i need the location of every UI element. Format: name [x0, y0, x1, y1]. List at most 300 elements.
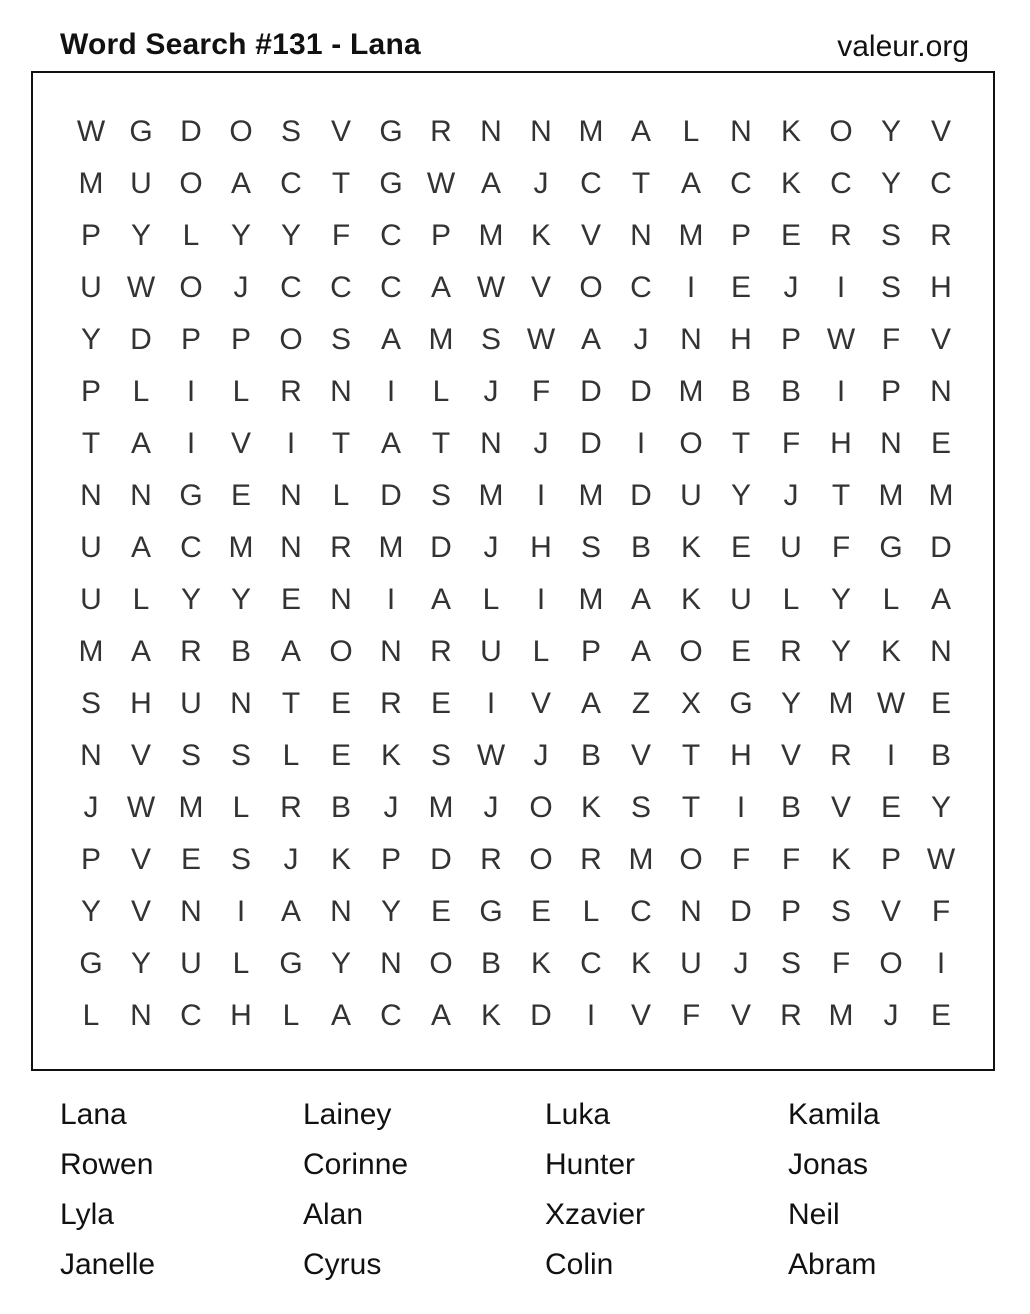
grid-letter: E: [930, 687, 951, 720]
grid-letter: R: [480, 843, 502, 876]
grid-letter: C: [830, 167, 852, 200]
grid-letter: E: [280, 583, 301, 616]
grid-letter: A: [380, 323, 401, 356]
grid-letter: S: [880, 219, 901, 252]
grid-letter: E: [430, 895, 451, 928]
grid-letter: P: [780, 323, 801, 356]
word-list-item: Luka: [545, 1098, 611, 1131]
grid-letter: T: [681, 791, 701, 824]
grid-letter: D: [580, 375, 602, 408]
grid-letter: A: [130, 635, 151, 668]
grid-letter: X: [680, 687, 701, 720]
grid-letter: S: [630, 791, 651, 824]
grid-letter: H: [930, 271, 952, 304]
grid-letter: H: [230, 999, 252, 1032]
grid-letter: C: [180, 531, 202, 564]
grid-letter: I: [686, 271, 696, 304]
grid-letter: C: [730, 167, 752, 200]
grid-letter: T: [331, 427, 351, 460]
grid-letter: K: [680, 583, 701, 616]
grid-letter: H: [730, 739, 752, 772]
grid-letter: S: [830, 895, 851, 928]
word-list-item: Janelle: [60, 1248, 156, 1281]
grid-letter: P: [80, 375, 101, 408]
grid-letter: M: [478, 479, 504, 512]
grid-letter: F: [831, 947, 851, 980]
grid-letter: F: [781, 427, 801, 460]
grid-letter: M: [478, 219, 504, 252]
grid-letter: N: [230, 687, 252, 720]
grid-letter: L: [282, 739, 300, 772]
grid-letter: E: [530, 895, 551, 928]
grid-letter: W: [926, 843, 956, 876]
grid-letter: R: [330, 531, 352, 564]
grid-letter: M: [928, 479, 954, 512]
grid-letter: Y: [730, 479, 751, 512]
grid-letter: N: [630, 219, 652, 252]
grid-letter: M: [378, 531, 404, 564]
grid-letter: B: [630, 531, 651, 564]
grid-letter: R: [780, 635, 802, 668]
grid-letter: L: [232, 947, 250, 980]
grid-letter: Y: [130, 947, 151, 980]
grid-letter: C: [380, 271, 402, 304]
grid-letter: A: [930, 583, 951, 616]
grid-letter: J: [483, 375, 499, 408]
grid-letter: I: [936, 947, 946, 980]
grid-letter: P: [380, 843, 401, 876]
grid-letter: J: [783, 271, 799, 304]
grid-letter: F: [531, 375, 551, 408]
grid-letter: L: [482, 583, 500, 616]
grid-letter: T: [631, 167, 651, 200]
site-name: valeur.org: [837, 30, 969, 63]
grid-letter: W: [876, 687, 906, 720]
grid-letter: D: [580, 427, 602, 460]
grid-letter: E: [180, 843, 201, 876]
grid-letter: I: [186, 427, 196, 460]
grid-letter: R: [430, 115, 452, 148]
grid-letter: M: [78, 635, 104, 668]
grid-letter: N: [330, 895, 352, 928]
grid-letter: L: [132, 375, 150, 408]
grid-letter: A: [680, 167, 701, 200]
page-title: Word Search #131 - Lana: [60, 28, 421, 61]
grid-letter: I: [586, 999, 596, 1032]
grid-letter: S: [580, 531, 601, 564]
grid-letter: N: [380, 635, 402, 668]
grid-letter: G: [379, 167, 403, 200]
grid-letter: S: [80, 687, 101, 720]
grid-letter: J: [83, 791, 99, 824]
grid-letter: H: [130, 687, 152, 720]
grid-letter: Y: [830, 635, 851, 668]
grid-letter: E: [880, 791, 901, 824]
grid-letter: S: [880, 271, 901, 304]
grid-letter: U: [180, 687, 202, 720]
grid-letter: R: [430, 635, 452, 668]
grid-letter: K: [830, 843, 851, 876]
grid-letter: I: [236, 895, 246, 928]
grid-letter: I: [836, 375, 846, 408]
grid-letter: Z: [631, 687, 651, 720]
grid-letter: B: [780, 375, 801, 408]
grid-letter: M: [228, 531, 254, 564]
grid-letter: V: [230, 427, 251, 460]
grid-letter: M: [828, 687, 854, 720]
grid-letter: U: [80, 531, 102, 564]
word-list-item: Abram: [788, 1248, 877, 1281]
grid-letter: O: [429, 947, 453, 980]
grid-letter: L: [82, 999, 100, 1032]
grid-letter: P: [780, 895, 801, 928]
grid-letter: V: [130, 895, 151, 928]
grid-letter: C: [330, 271, 352, 304]
grid-letter: J: [783, 479, 799, 512]
grid-letter: O: [579, 271, 603, 304]
grid-letter: F: [881, 323, 901, 356]
grid-letter: B: [480, 947, 501, 980]
grid-letter: W: [476, 739, 506, 772]
grid-letter: N: [330, 375, 352, 408]
grid-letter: Y: [280, 219, 301, 252]
grid-letter: R: [280, 791, 302, 824]
word-list: [60, 1098, 1000, 1298]
grid-letter: O: [679, 843, 703, 876]
grid-letter: N: [130, 999, 152, 1032]
grid-letter: W: [126, 271, 156, 304]
grid-letter: G: [179, 479, 203, 512]
grid-letter: R: [830, 219, 852, 252]
grid-letter: N: [80, 739, 102, 772]
grid-letter: L: [132, 583, 150, 616]
grid-letter: J: [533, 739, 549, 772]
grid-letter: H: [830, 427, 852, 460]
grid-letter: T: [731, 427, 751, 460]
grid-letter: E: [330, 687, 351, 720]
grid-letter: N: [280, 479, 302, 512]
grid-letter: V: [630, 999, 651, 1032]
word-list-item: Xzavier: [545, 1198, 646, 1231]
grid-letter: S: [780, 947, 801, 980]
grid-letter: W: [476, 271, 506, 304]
grid-letter: F: [681, 999, 701, 1032]
grid-letter: A: [630, 583, 651, 616]
grid-letter: D: [430, 843, 452, 876]
grid-letter: I: [886, 739, 896, 772]
grid-letter: L: [782, 583, 800, 616]
grid-letter: I: [186, 375, 196, 408]
word-list-item: Hunter: [545, 1148, 636, 1181]
grid-letter: I: [286, 427, 296, 460]
grid-letter: N: [380, 947, 402, 980]
grid-letter: O: [529, 843, 553, 876]
grid-letter: W: [426, 167, 456, 200]
grid-letter: V: [930, 323, 951, 356]
grid-letter: C: [180, 999, 202, 1032]
grid-letter: R: [380, 687, 402, 720]
grid-letter: F: [731, 843, 751, 876]
grid-letter: M: [878, 479, 904, 512]
grid-letter: K: [580, 791, 601, 824]
grid-letter: M: [628, 843, 654, 876]
grid-letter: V: [580, 219, 601, 252]
grid-letter: A: [430, 999, 451, 1032]
word-list-item: Lyla: [60, 1198, 114, 1231]
grid-letter: S: [230, 739, 251, 772]
grid-letter: M: [428, 791, 454, 824]
grid-letter: V: [330, 115, 351, 148]
grid-letter: N: [730, 115, 752, 148]
grid-letter: W: [526, 323, 556, 356]
word-search-board: [31, 71, 995, 1071]
grid-letter: P: [730, 219, 751, 252]
grid-letter: I: [736, 791, 746, 824]
letter-grid: [33, 73, 993, 1069]
grid-letter: A: [480, 167, 501, 200]
grid-letter: O: [529, 791, 553, 824]
grid-letter: N: [80, 479, 102, 512]
grid-letter: E: [730, 531, 751, 564]
grid-letter: B: [930, 739, 951, 772]
grid-letter: N: [930, 635, 952, 668]
grid-letter: V: [130, 739, 151, 772]
grid-letter: L: [582, 895, 600, 928]
grid-letter: D: [180, 115, 202, 148]
grid-letter: O: [329, 635, 353, 668]
grid-letter: L: [332, 479, 350, 512]
grid-letter: N: [680, 895, 702, 928]
grid-letter: A: [280, 635, 301, 668]
grid-letter: V: [530, 271, 551, 304]
grid-letter: Y: [230, 219, 251, 252]
grid-letter: C: [930, 167, 952, 200]
grid-letter: L: [282, 999, 300, 1032]
grid-letter: E: [430, 687, 451, 720]
grid-letter: N: [930, 375, 952, 408]
grid-letter: Y: [830, 583, 851, 616]
grid-letter: O: [829, 115, 853, 148]
grid-letter: K: [880, 635, 901, 668]
grid-letter: A: [380, 427, 401, 460]
grid-letter: R: [930, 219, 952, 252]
grid-letter: R: [580, 843, 602, 876]
grid-letter: B: [330, 791, 351, 824]
grid-letter: I: [636, 427, 646, 460]
word-list-item: Corinne: [303, 1148, 409, 1181]
grid-letter: U: [780, 531, 802, 564]
grid-letter: K: [680, 531, 701, 564]
grid-letter: D: [630, 479, 652, 512]
grid-letter: H: [530, 531, 552, 564]
grid-letter: J: [483, 531, 499, 564]
grid-letter: J: [383, 791, 399, 824]
grid-letter: U: [80, 271, 102, 304]
grid-letter: V: [130, 843, 151, 876]
grid-letter: D: [930, 531, 952, 564]
grid-letter: L: [232, 375, 250, 408]
grid-letter: M: [428, 323, 454, 356]
grid-letter: N: [480, 115, 502, 148]
grid-letter: C: [630, 271, 652, 304]
grid-letter: I: [386, 583, 396, 616]
grid-letter: U: [680, 479, 702, 512]
grid-letter: M: [678, 219, 704, 252]
grid-letter: B: [580, 739, 601, 772]
grid-letter: J: [883, 999, 899, 1032]
grid-letter: T: [431, 427, 451, 460]
grid-letter: E: [330, 739, 351, 772]
grid-letter: B: [730, 375, 751, 408]
grid-letter: U: [680, 947, 702, 980]
grid-letter: S: [430, 739, 451, 772]
grid-letter: O: [679, 427, 703, 460]
grid-letter: K: [780, 167, 801, 200]
grid-letter: K: [630, 947, 651, 980]
grid-letter: S: [330, 323, 351, 356]
grid-letter: K: [380, 739, 401, 772]
grid-letter: G: [129, 115, 153, 148]
grid-letter: D: [380, 479, 402, 512]
grid-letter: D: [430, 531, 452, 564]
grid-letter: J: [533, 427, 549, 460]
grid-letter: A: [130, 427, 151, 460]
grid-letter: E: [930, 427, 951, 460]
grid-letter: Y: [80, 323, 101, 356]
word-list-item: Lainey: [303, 1098, 392, 1131]
grid-letter: Y: [880, 115, 901, 148]
grid-letter: P: [430, 219, 451, 252]
grid-letter: G: [379, 115, 403, 148]
grid-letter: D: [530, 999, 552, 1032]
grid-letter: S: [280, 115, 301, 148]
grid-letter: P: [230, 323, 251, 356]
grid-letter: H: [730, 323, 752, 356]
grid-letter: P: [180, 323, 201, 356]
grid-letter: C: [630, 895, 652, 928]
grid-letter: L: [182, 219, 200, 252]
grid-letter: A: [630, 115, 651, 148]
grid-letter: A: [430, 271, 451, 304]
word-list-item: Alan: [303, 1198, 364, 1231]
grid-letter: V: [730, 999, 751, 1032]
grid-letter: R: [280, 375, 302, 408]
grid-letter: S: [480, 323, 501, 356]
grid-letter: I: [536, 583, 546, 616]
grid-letter: T: [831, 479, 851, 512]
grid-letter: K: [330, 843, 351, 876]
grid-letter: I: [836, 271, 846, 304]
grid-letter: F: [781, 843, 801, 876]
word-list-item: Kamila: [788, 1098, 880, 1131]
grid-letter: F: [331, 219, 351, 252]
grid-letter: G: [879, 531, 903, 564]
grid-letter: Y: [230, 583, 251, 616]
grid-letter: N: [330, 583, 352, 616]
grid-letter: C: [380, 999, 402, 1032]
grid-letter: S: [230, 843, 251, 876]
grid-letter: F: [831, 531, 851, 564]
grid-letter: J: [633, 323, 649, 356]
grid-letter: P: [80, 219, 101, 252]
grid-letter: P: [80, 843, 101, 876]
grid-letter: L: [532, 635, 550, 668]
grid-letter: W: [76, 115, 106, 148]
grid-letter: J: [733, 947, 749, 980]
grid-letter: V: [530, 687, 551, 720]
grid-letter: P: [580, 635, 601, 668]
grid-letter: N: [880, 427, 902, 460]
grid-letter: C: [380, 219, 402, 252]
grid-letter: B: [780, 791, 801, 824]
grid-letter: R: [180, 635, 202, 668]
grid-letter: N: [180, 895, 202, 928]
grid-letter: T: [331, 167, 351, 200]
grid-letter: O: [179, 167, 203, 200]
word-list-item: Colin: [545, 1248, 614, 1281]
grid-letter: N: [530, 115, 552, 148]
word-list-item: Jonas: [788, 1148, 869, 1181]
grid-letter: N: [480, 427, 502, 460]
grid-letter: Y: [780, 687, 801, 720]
grid-letter: U: [80, 583, 102, 616]
grid-letter: L: [432, 375, 450, 408]
grid-letter: K: [530, 947, 551, 980]
grid-letter: L: [682, 115, 700, 148]
grid-letter: G: [729, 687, 753, 720]
grid-letter: A: [280, 895, 301, 928]
grid-letter: M: [578, 115, 604, 148]
grid-letter: G: [79, 947, 103, 980]
grid-letter: A: [580, 687, 601, 720]
grid-letter: L: [232, 791, 250, 824]
grid-letter: R: [780, 999, 802, 1032]
grid-letter: J: [533, 167, 549, 200]
grid-letter: U: [480, 635, 502, 668]
grid-letter: C: [280, 167, 302, 200]
grid-letter: M: [828, 999, 854, 1032]
grid-letter: W: [126, 791, 156, 824]
grid-letter: N: [130, 479, 152, 512]
grid-letter: E: [230, 479, 251, 512]
word-list-item: Lana: [60, 1098, 127, 1131]
grid-letter: V: [830, 791, 851, 824]
grid-letter: Y: [880, 167, 901, 200]
grid-letter: K: [480, 999, 501, 1032]
grid-letter: C: [580, 947, 602, 980]
grid-letter: A: [580, 323, 601, 356]
word-list-item: Cyrus: [303, 1248, 382, 1281]
grid-letter: A: [630, 635, 651, 668]
grid-letter: S: [180, 739, 201, 772]
grid-letter: N: [280, 531, 302, 564]
grid-letter: O: [179, 271, 203, 304]
grid-letter: V: [930, 115, 951, 148]
grid-letter: M: [578, 479, 604, 512]
grid-letter: L: [882, 583, 900, 616]
grid-letter: A: [330, 999, 351, 1032]
grid-letter: D: [730, 895, 752, 928]
grid-letter: M: [578, 583, 604, 616]
grid-letter: G: [479, 895, 503, 928]
grid-letter: Y: [80, 895, 101, 928]
grid-letter: R: [830, 739, 852, 772]
grid-letter: N: [680, 323, 702, 356]
grid-letter: Y: [380, 895, 401, 928]
grid-letter: B: [230, 635, 251, 668]
grid-letter: O: [879, 947, 903, 980]
grid-letter: O: [279, 323, 303, 356]
